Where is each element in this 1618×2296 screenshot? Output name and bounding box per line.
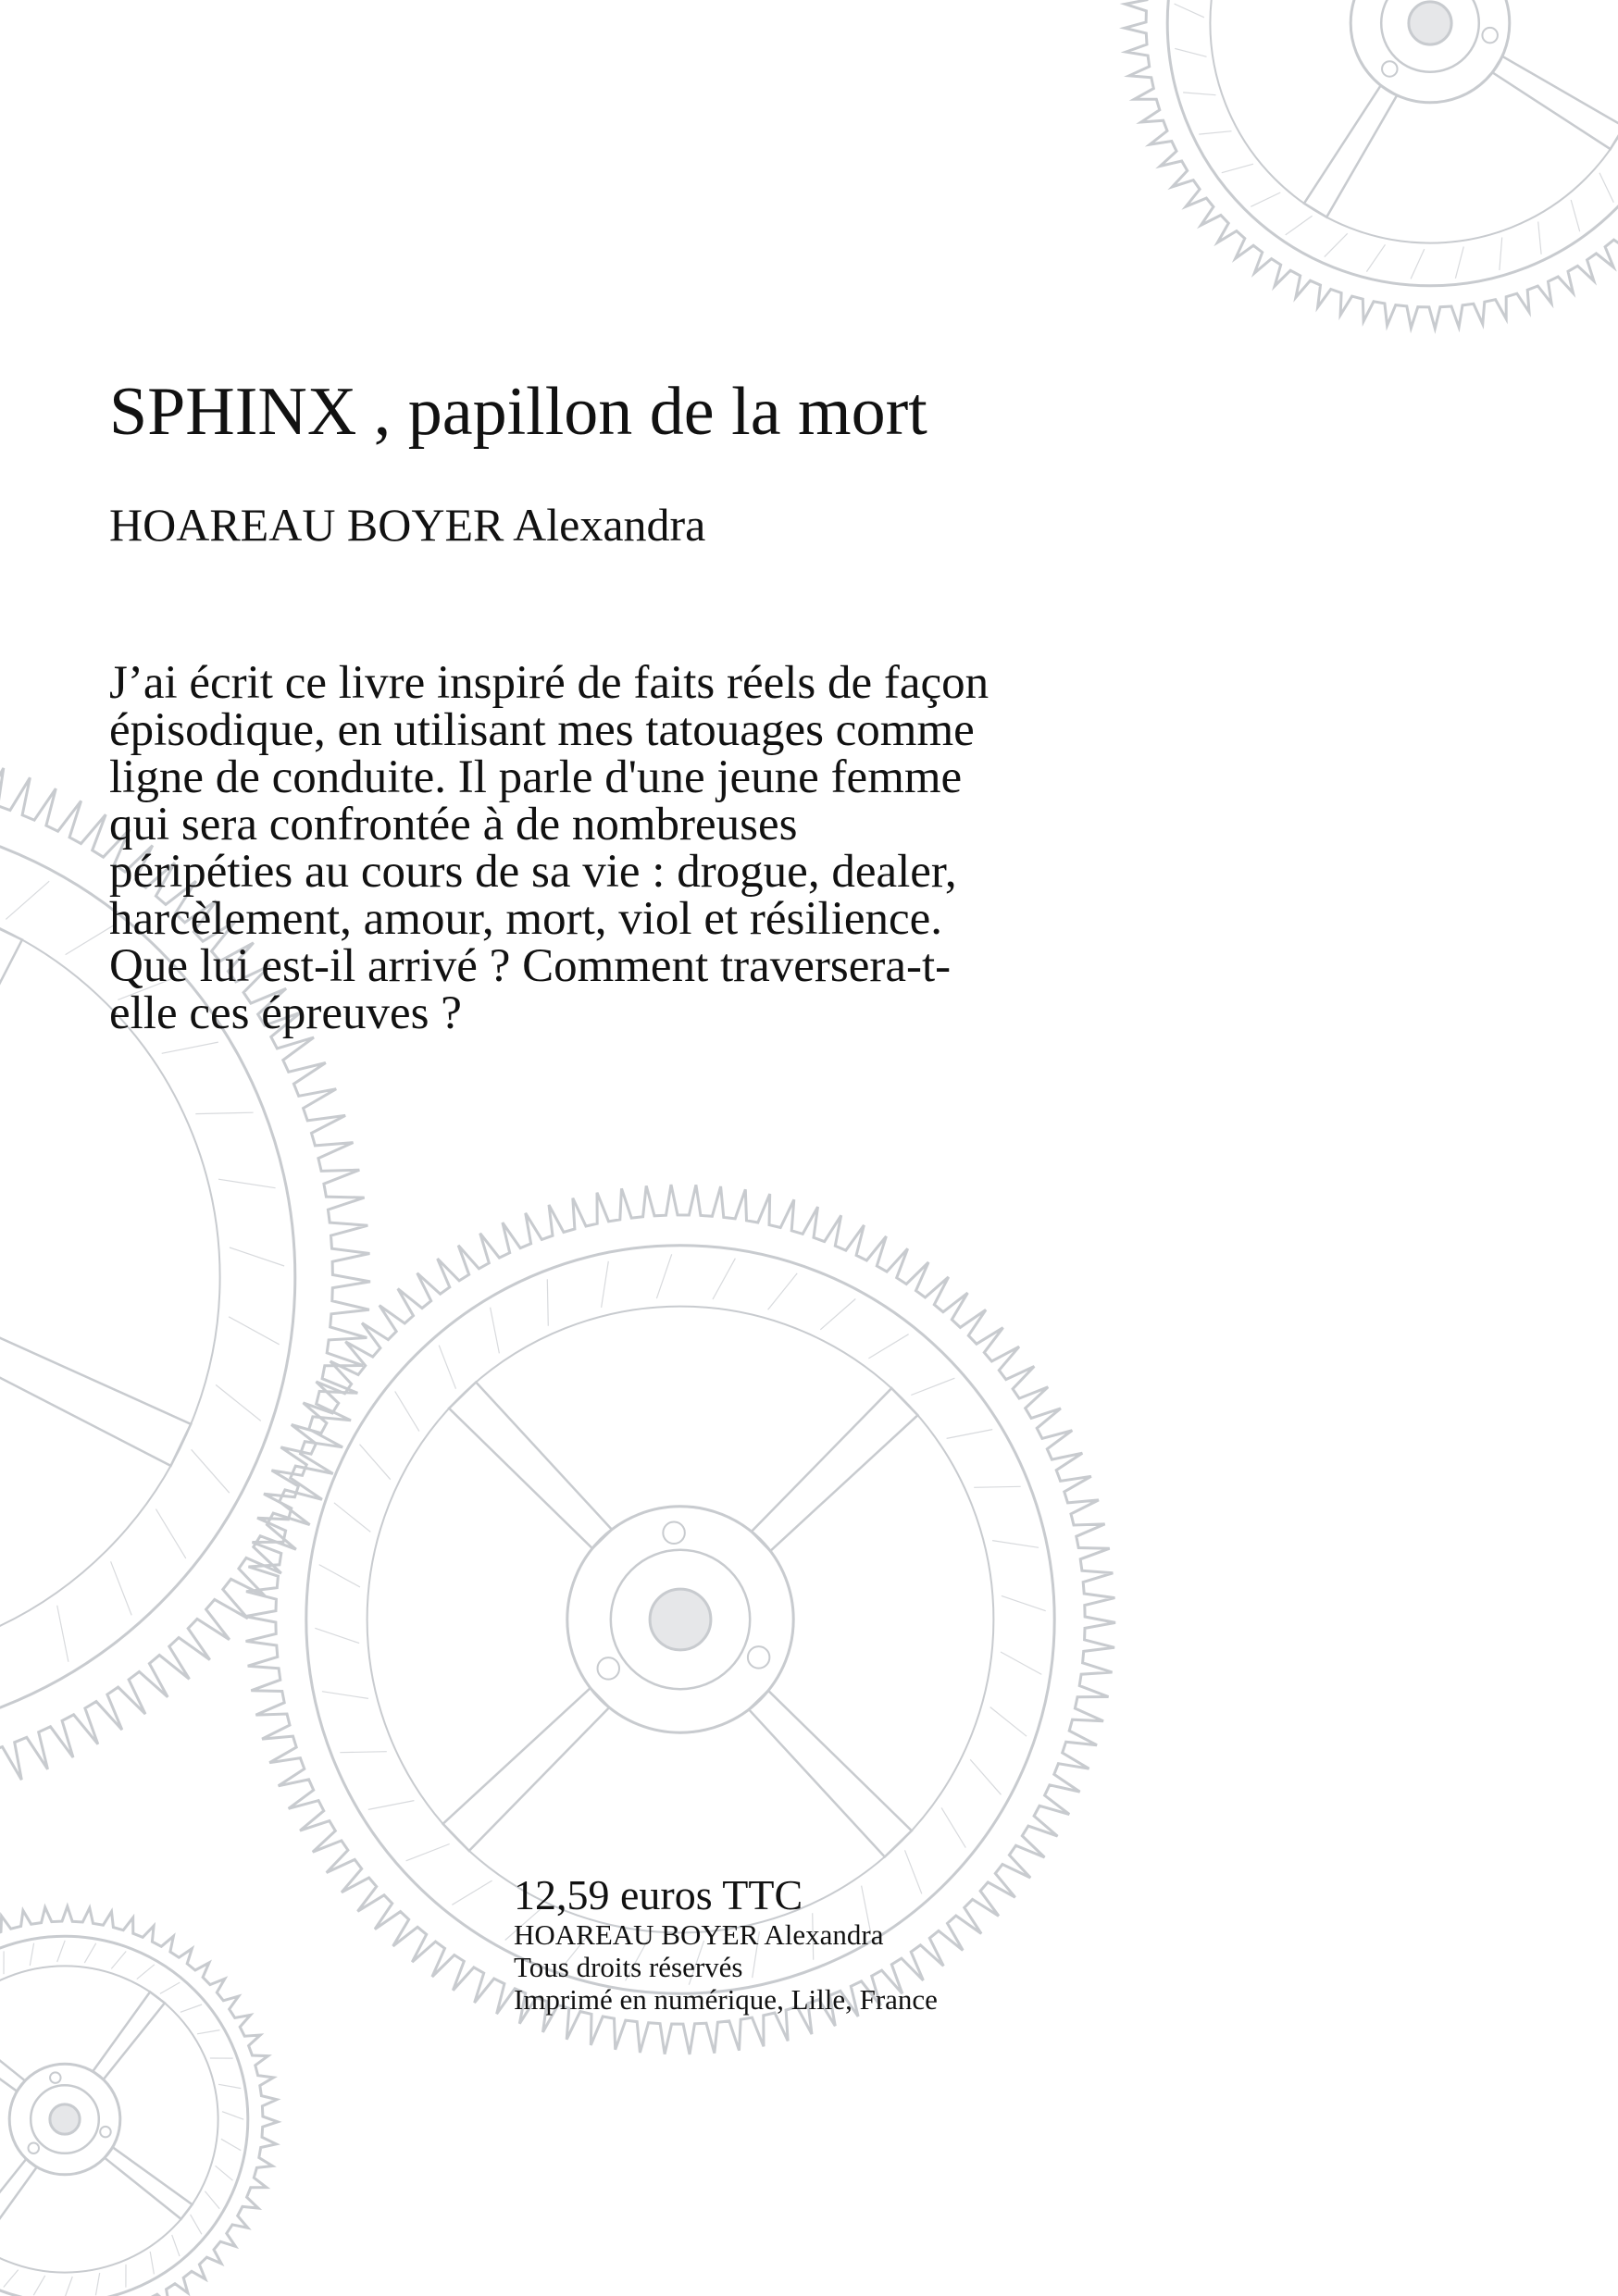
- book-blurb: [109, 657, 1220, 1039]
- printing-notice: Imprimé en numérique, Lille, France: [514, 1983, 938, 2016]
- colophon-author: HOAREAU BOYER Alexandra: [514, 1918, 884, 1951]
- blurb-line: épisodique, en utilisant mes tatouages comme: [109, 704, 975, 756]
- book-title: SPHINX , papillon de la mort: [109, 374, 927, 450]
- blurb-line: ligne de conduite. Il parle d'une jeune femme: [109, 751, 963, 803]
- blurb-line: J’ai écrit ce livre inspiré de faits réels de façon: [109, 657, 989, 709]
- blurb-line: qui sera confrontée à de nombreuses: [109, 799, 798, 850]
- gear-icon-bottom-left: [0, 1906, 278, 2296]
- price-label: 12,59 euros TTC: [514, 1871, 803, 1918]
- blurb-line: Que lui est-il arrivé ? Comment traversera-t-: [109, 940, 952, 992]
- blurb-line: elle ces épreuves ?: [109, 987, 462, 1039]
- book-author: HOAREAU BOYER Alexandra: [109, 499, 706, 551]
- blurb-line: péripéties au cours de sa vie : drogue, dealer,: [109, 846, 957, 898]
- rights-notice: Tous droits réservés: [514, 1951, 743, 1983]
- colophon: [514, 1872, 938, 2016]
- blurb-line: harcèlement, amour, mort, viol et résilience.: [109, 893, 943, 945]
- gear-icon-top-right: [1125, 0, 1618, 329]
